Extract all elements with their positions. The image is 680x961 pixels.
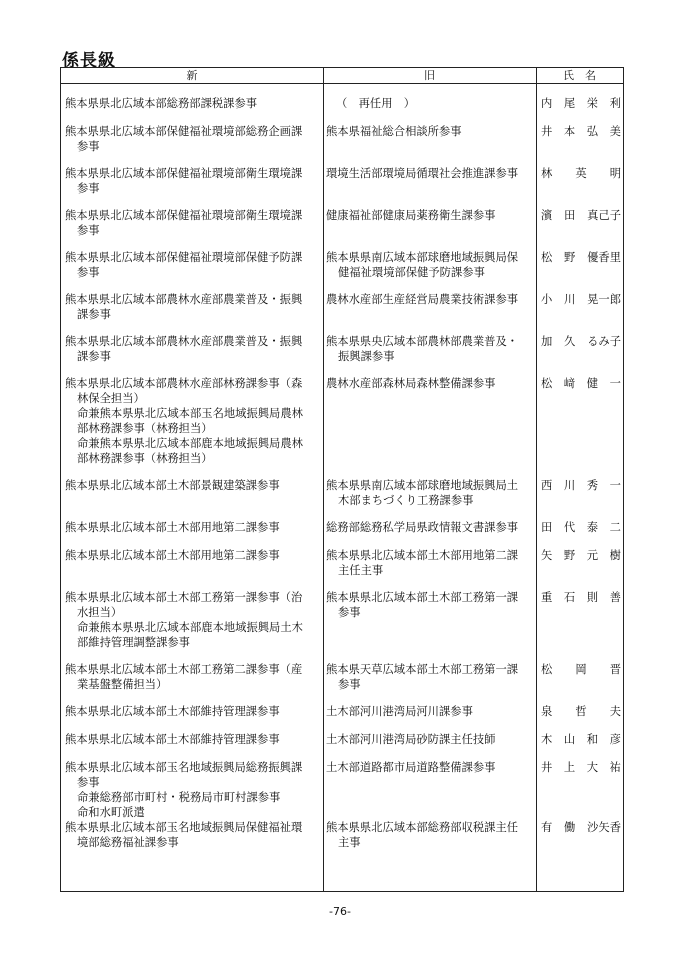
name-part: 一 [609, 377, 621, 390]
old-position [326, 478, 536, 508]
name-part: 矢 [541, 549, 553, 562]
column-divider [323, 68, 324, 891]
name-part: 石 [563, 591, 576, 604]
new-position-line: 熊本県県北広域本部土木部維持管理課参事 [65, 733, 280, 746]
person-name [539, 662, 623, 677]
name-part: るみ子 [587, 335, 621, 348]
new-position [65, 590, 321, 650]
name-part: 晃一郎 [587, 293, 621, 306]
name-part: 松 [541, 663, 553, 676]
person-name [539, 478, 623, 493]
name-part: 泉 [541, 705, 553, 718]
old-position [326, 208, 536, 223]
person-name [539, 760, 623, 775]
person-name [539, 820, 623, 835]
old-position-line: 環境生活部環境局循環社会推進課参事 [326, 167, 519, 180]
new-position [65, 662, 321, 692]
name-part: 西 [541, 479, 553, 492]
name-part: 松 [541, 377, 553, 390]
name-part: 木 [541, 733, 553, 746]
name-part: 和 [586, 733, 599, 746]
name-part: 山 [563, 733, 576, 746]
old-position [326, 820, 536, 850]
name-part: 英 [575, 167, 587, 180]
old-position-line: 参事 [338, 678, 361, 691]
old-position-line: 農林水産部森林局森林整備課参事 [326, 377, 496, 390]
new-position-line: 熊本県県北広域本部農林水産部農業普及・振興 [65, 293, 303, 306]
name-part: 明 [609, 167, 621, 180]
old-position-line: 熊本県県北広域本部土木部工務第一課 [326, 591, 519, 604]
concurrent-post-line: 部維持管理調整課参事 [77, 636, 190, 649]
old-position-line: 熊本県県南広域本部球磨地域振興局土 [326, 479, 519, 492]
person-name [539, 520, 623, 535]
person-name [539, 376, 623, 391]
personnel-table [60, 67, 624, 892]
name-part: 井 [541, 761, 553, 774]
name-part: 田 [541, 521, 553, 534]
name-part: 井 [541, 125, 553, 138]
name-part: 濱 [541, 209, 553, 222]
name-part: 加 [541, 335, 553, 348]
name-part: 有 [541, 821, 553, 834]
concurrent-post-line: 命兼熊本県県北広域本部鹿本地域振興局土木 [77, 621, 303, 634]
new-position-line: 熊本県県北広域本部土木部用地第二課参事 [65, 549, 280, 562]
name-part: 川 [564, 293, 576, 306]
name-part: 上 [563, 761, 576, 774]
old-position-line: 熊本県県北広域本部土木部用地第二課 [326, 549, 519, 562]
old-position-line: 参事 [338, 606, 361, 619]
new-position-line: 熊本県県北広域本部土木部工務第一課参事（治 [65, 591, 303, 604]
name-part: 松 [541, 251, 553, 264]
old-position-line: 熊本県県央広域本部農林部農業普及・ [326, 335, 519, 348]
old-position-line: 土木部河川港湾局河川課参事 [326, 705, 473, 718]
name-part: 働 [564, 821, 576, 834]
header-new: 新 [186, 69, 198, 82]
header-old: 旧 [424, 69, 435, 82]
name-part: 川 [563, 479, 576, 492]
old-position-line: 熊本県福祉総合相談所参事 [326, 125, 462, 138]
old-position-line: 熊本県県南広域本部球磨地域振興局保 [326, 251, 519, 264]
new-position [65, 548, 321, 563]
new-position-line: 熊本県県北広域本部保健福祉環境部衛生環境課 [65, 209, 303, 222]
new-position-line: 熊本県県北広域本部玉名地域振興局保健福祉環 [65, 821, 303, 834]
old-position [326, 96, 536, 111]
table-header [61, 68, 623, 84]
old-position [326, 732, 536, 747]
new-position-line: 業基盤整備担当） [77, 678, 168, 691]
name-part: 内 [541, 97, 553, 110]
name-part: 野 [564, 251, 576, 264]
name-part: 重 [541, 591, 553, 604]
page-number: -76- [329, 905, 351, 918]
name-part: 美 [609, 125, 621, 138]
person-name [539, 250, 623, 265]
new-position-line: 参事 [77, 776, 100, 789]
old-position-line: 健福祉環境部保健予防課参事 [338, 266, 485, 279]
new-position-line: 熊本県県北広域本部保健福祉環境部衛生環境課 [65, 167, 303, 180]
new-position [65, 704, 321, 719]
new-position-line: 熊本県県北広域本部総務部課税課参事 [65, 97, 258, 110]
name-part: 野 [563, 549, 576, 562]
old-position-line: 主事 [338, 836, 361, 849]
concurrent-post-line: 命兼熊本県県北広域本部玉名地域振興局農林 [77, 407, 303, 420]
new-position-line: 熊本県県北広域本部土木部景観建築課参事 [65, 479, 280, 492]
old-position-line: （ 再任用 ） [336, 97, 416, 110]
name-part: 彦 [609, 733, 621, 746]
person-name [539, 590, 623, 605]
old-position-line: 木部まちづくり工務課参事 [338, 494, 474, 507]
person-name [539, 334, 623, 349]
new-position [65, 334, 321, 364]
new-position-line: 熊本県県北広域本部保健福祉環境部総務企画課 [65, 125, 303, 138]
person-name [539, 548, 623, 563]
name-part: 利 [609, 97, 621, 110]
name-part: 泰 [586, 521, 599, 534]
name-part: 哲 [575, 705, 587, 718]
person-name [539, 704, 623, 719]
old-position-line: 熊本県天草広域本部土木部工務第一課 [326, 663, 519, 676]
concurrent-post-line: 部林務課参事（林務担当） [77, 422, 213, 435]
section-heading: 係長級 [62, 51, 116, 71]
old-position [326, 250, 536, 280]
name-part: 﨑 [563, 377, 576, 390]
name-part: 久 [564, 335, 576, 348]
new-position [65, 96, 321, 111]
old-position-line: 主任主事 [338, 564, 384, 577]
name-part: 一 [609, 479, 621, 492]
new-position [65, 760, 321, 820]
header-name: 氏 名 [563, 69, 596, 82]
old-position-line: 土木部河川港湾局砂防課主任技師 [326, 733, 496, 746]
old-position [326, 662, 536, 692]
new-position-line: 熊本県県北広域本部保健福祉環境部保健予防課 [65, 251, 303, 264]
new-position [65, 820, 321, 850]
new-position-line: 境部総務福祉課参事 [77, 836, 179, 849]
person-name [539, 732, 623, 747]
new-position [65, 478, 321, 493]
new-position-line: 熊本県県北広域本部農林水産部農業普及・振興 [65, 335, 303, 348]
old-position [326, 334, 536, 364]
person-name [539, 96, 623, 111]
new-position-line: 熊本県県北広域本部土木部用地第二課参事 [65, 521, 280, 534]
new-position [65, 376, 321, 466]
old-position [326, 166, 536, 181]
old-position-line: 総務部総務私学局県政情報文書課参事 [326, 521, 519, 534]
new-position-line: 参事 [77, 266, 100, 279]
concurrent-post-line: 命兼熊本県県北広域本部鹿本地域振興局農林 [77, 437, 303, 450]
new-position [65, 124, 321, 154]
name-part: 善 [609, 591, 621, 604]
name-part: 沙矢香 [587, 821, 621, 834]
old-position-line: 健康福祉部健康局薬務衛生課参事 [326, 209, 496, 222]
name-part: 田 [564, 209, 576, 222]
old-position [326, 590, 536, 620]
new-position [65, 208, 321, 238]
name-part: 尾 [563, 97, 576, 110]
new-position-line: 林保全担当） [77, 392, 145, 405]
name-part: 代 [563, 521, 576, 534]
new-position-line: 参事 [77, 182, 100, 195]
new-position [65, 250, 321, 280]
new-position [65, 732, 321, 747]
new-position-line: 課参事 [77, 308, 111, 321]
old-position [326, 292, 536, 307]
new-position [65, 166, 321, 196]
old-position [326, 124, 536, 139]
concurrent-post-line: 命和水町派遣 [77, 806, 145, 819]
old-position [326, 760, 536, 775]
new-position [65, 520, 321, 535]
new-position-line: 参事 [77, 224, 100, 237]
old-position-line: 土木部道路都市局道路整備課参事 [326, 761, 496, 774]
new-position-line: 水担当） [77, 606, 123, 619]
new-position [65, 292, 321, 322]
new-position-line: 熊本県県北広域本部土木部維持管理課参事 [65, 705, 280, 718]
person-name [539, 166, 623, 181]
new-position-line: 熊本県県北広域本部玉名地域振興局総務振興課 [65, 761, 303, 774]
name-part: 則 [586, 591, 599, 604]
old-position-line: 振興課参事 [338, 350, 395, 363]
old-position [326, 548, 536, 578]
new-position-line: 参事 [77, 140, 100, 153]
person-name [539, 208, 623, 223]
name-part: 弘 [586, 125, 599, 138]
new-position-line: 熊本県県北広域本部土木部工務第二課参事（産 [65, 663, 303, 676]
person-name [539, 292, 623, 307]
new-position-line: 熊本県県北広域本部農林水産部林務課参事（森 [65, 377, 303, 390]
name-part: 二 [609, 521, 621, 534]
old-position-line: 農林水産部生産経営局農業技術課参事 [326, 293, 519, 306]
concurrent-post-line: 命兼総務部市町村・税務局市町村課参事 [77, 791, 281, 804]
name-part: 樹 [609, 549, 621, 562]
column-divider [536, 68, 537, 891]
name-part: 大 [586, 761, 599, 774]
name-part: 元 [586, 549, 599, 562]
old-position [326, 704, 536, 719]
name-part: 秀 [586, 479, 599, 492]
name-part: 優香里 [587, 251, 621, 264]
name-part: 晋 [609, 663, 621, 676]
name-part: 真己子 [587, 209, 621, 222]
new-position-line: 課参事 [77, 350, 111, 363]
name-part: 祐 [609, 761, 621, 774]
name-part: 夫 [609, 705, 621, 718]
concurrent-post-line: 部林務課参事（林務担当） [77, 452, 213, 465]
name-part: 健 [586, 377, 599, 390]
old-position [326, 520, 536, 535]
name-part: 林 [541, 167, 553, 180]
name-part: 岡 [575, 663, 587, 676]
old-position-line: 熊本県県北広域本部総務部収税課主任 [326, 821, 519, 834]
name-part: 栄 [586, 97, 599, 110]
name-part: 本 [563, 125, 576, 138]
person-name [539, 124, 623, 139]
name-part: 小 [541, 293, 553, 306]
old-position [326, 376, 536, 391]
